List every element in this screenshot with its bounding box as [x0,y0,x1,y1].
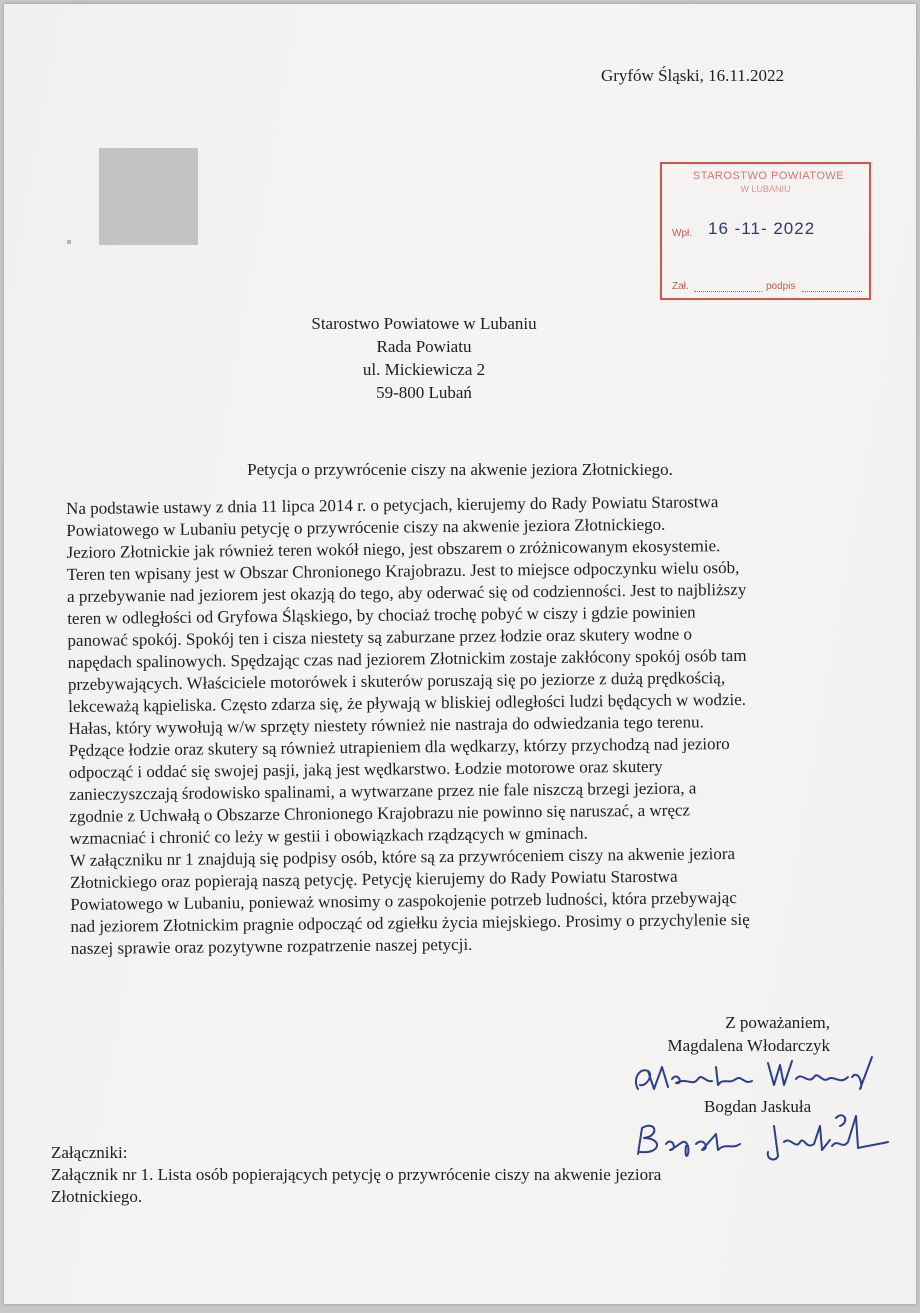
handwritten-signature-1 [628,1049,878,1099]
body-line: Na podstawie ustawy z dnia 11 lipca 2014 r. o petycjach, kierujemy do Rady Powiatu Starostwa [66,492,719,518]
stamp-zal-label: Zał. [672,281,689,292]
place-date: Gryfów Śląski, 16.11.2022 [600,66,784,85]
body-line: Pędzące łodzie oraz skutery są również utrapieniem dla wędkarzy, którzy przychodzą nad jezioro [68,734,730,760]
body-line: W załączniku nr 1 znajdują się podpisy osób, które są za przywróceniem ciszy na akwenie jeziora [69,844,736,870]
attachment-line: Załącznik nr 1. Lista osób popierających petycję o przywrócenie ciszy na akwenie jeziora [51,1165,662,1184]
body-line: napędach spalinowych. Spędzając czas nad jeziorem Złotnickim zostaje zakłócony spokój osób tam [67,645,747,672]
stamp-podpis-label: podpis [766,281,796,292]
body-line: Jezioro Złotnickie jak również teren wokół niego, jest obszarem o zróżnicowanym ekosystemie. [66,536,721,562]
address-line: Rada Powiatu [376,337,472,356]
stamp-received-date: 16 -11- 2022 [708,219,816,238]
salutation: Z poważaniem, [725,1013,830,1032]
body-line: Hałas, który wywołują w/w sprzęty niestety również nie nastraja do odwiedzania tego terenu. [68,712,704,738]
body-line: Powiatowego w Lubaniu petycję o przywrócenie ciszy na akwenie jeziora Złotnickiego. [66,514,666,540]
body-line: zanieczyszczają środowisko spalinami, a wytwarzane przez nie fale niszczą brzegi jeziora, a [69,778,697,804]
stamp-dotted-line [694,290,762,292]
address-line: ul. Mickiewicza 2 [362,360,486,379]
body-line: zgodnie z Uchwałą o Obszarze Chronionego Krajobrazu nie powinno się naruszać, a wręcz [69,800,691,826]
address-line: Starostwo Powiatowe w Lubaniu [311,314,537,333]
stamp-wpl-label: Wpł. [672,228,692,239]
body-line: naszej sprawie oraz pozytywne rozpatrzenie naszej petycji. [70,934,473,958]
body-line: przebywających. Właściciele motorówek i skuterów poruszają się po jeziorze z dużą prędkością, [67,668,726,694]
body-line: lekceważą kąpieliska. Często zdarza się, że pływają w bliskiej odległości ludzi będących w wodzie. [68,689,747,716]
body-line: panować spokój. Spokój ten i cisza niestety są zaburzane przez łodzie oraz skutery wodne o [67,624,693,650]
letter-page [4,4,916,1304]
body-line: nad jeziorem Złotnickim pragnie odpocząć od zgiełku życia miejskiego. Prosimy o przychylenie się [70,909,750,936]
body-line: Teren ten wpisany jest w Obszar Chronionego Krajobrazu. Jest to miejsce odpoczynku wielu osób, [66,557,740,584]
received-stamp [660,162,871,300]
petition-title: Petycja o przywrócenie ciszy na akwenie jeziora Złotnickiego. [247,460,673,479]
body-line: a przebywanie nad jeziorem jest okazją do tego, aby oderwać się od codzienności. Jest to najbliższy [66,579,747,606]
address-line: 59-800 Lubań [376,383,472,402]
signer-name-2: Bogdan Jaskuła [704,1097,812,1116]
redacted-sender-block [99,148,198,245]
body-line: wzmacniać i chronić co leży w gestii i obowiązkach rządzących w gminach. [69,823,588,848]
stamp-title: STAROSTWO POWIATOWE [692,170,845,182]
body-line: odpocząć i oddać się swojej pasji, jaką jest wędkarstwo. Łodzie motorowe oraz skutery [68,756,663,782]
stamp-subtitle: W LUBANIU [740,184,791,194]
recipient-address [274,312,574,404]
attachment-line: Złotnickiego. [51,1187,143,1206]
body-line: Powiatowego w Lubaniu, ponieważ wnosimy o zaspokojenie potrzeb ludności, która przebywając [70,887,737,914]
attachments-heading: Załączniki: [51,1143,128,1162]
stamp-dotted-line [802,290,862,292]
signer-name-1: Magdalena Włodarczyk [667,1036,830,1055]
attachments-block [51,1142,801,1208]
body-line: teren w odległości od Gryfowa Śląskiego, by chociaż trochę pobyć w ciszy i gdzie powinien [67,602,696,628]
body-line: Złotnickiego oraz popierają naszą petycję. Petycję kierujemy do Rady Powiatu Starostwa [69,866,678,892]
petition-body [66,490,841,960]
scan-mark [67,240,71,244]
